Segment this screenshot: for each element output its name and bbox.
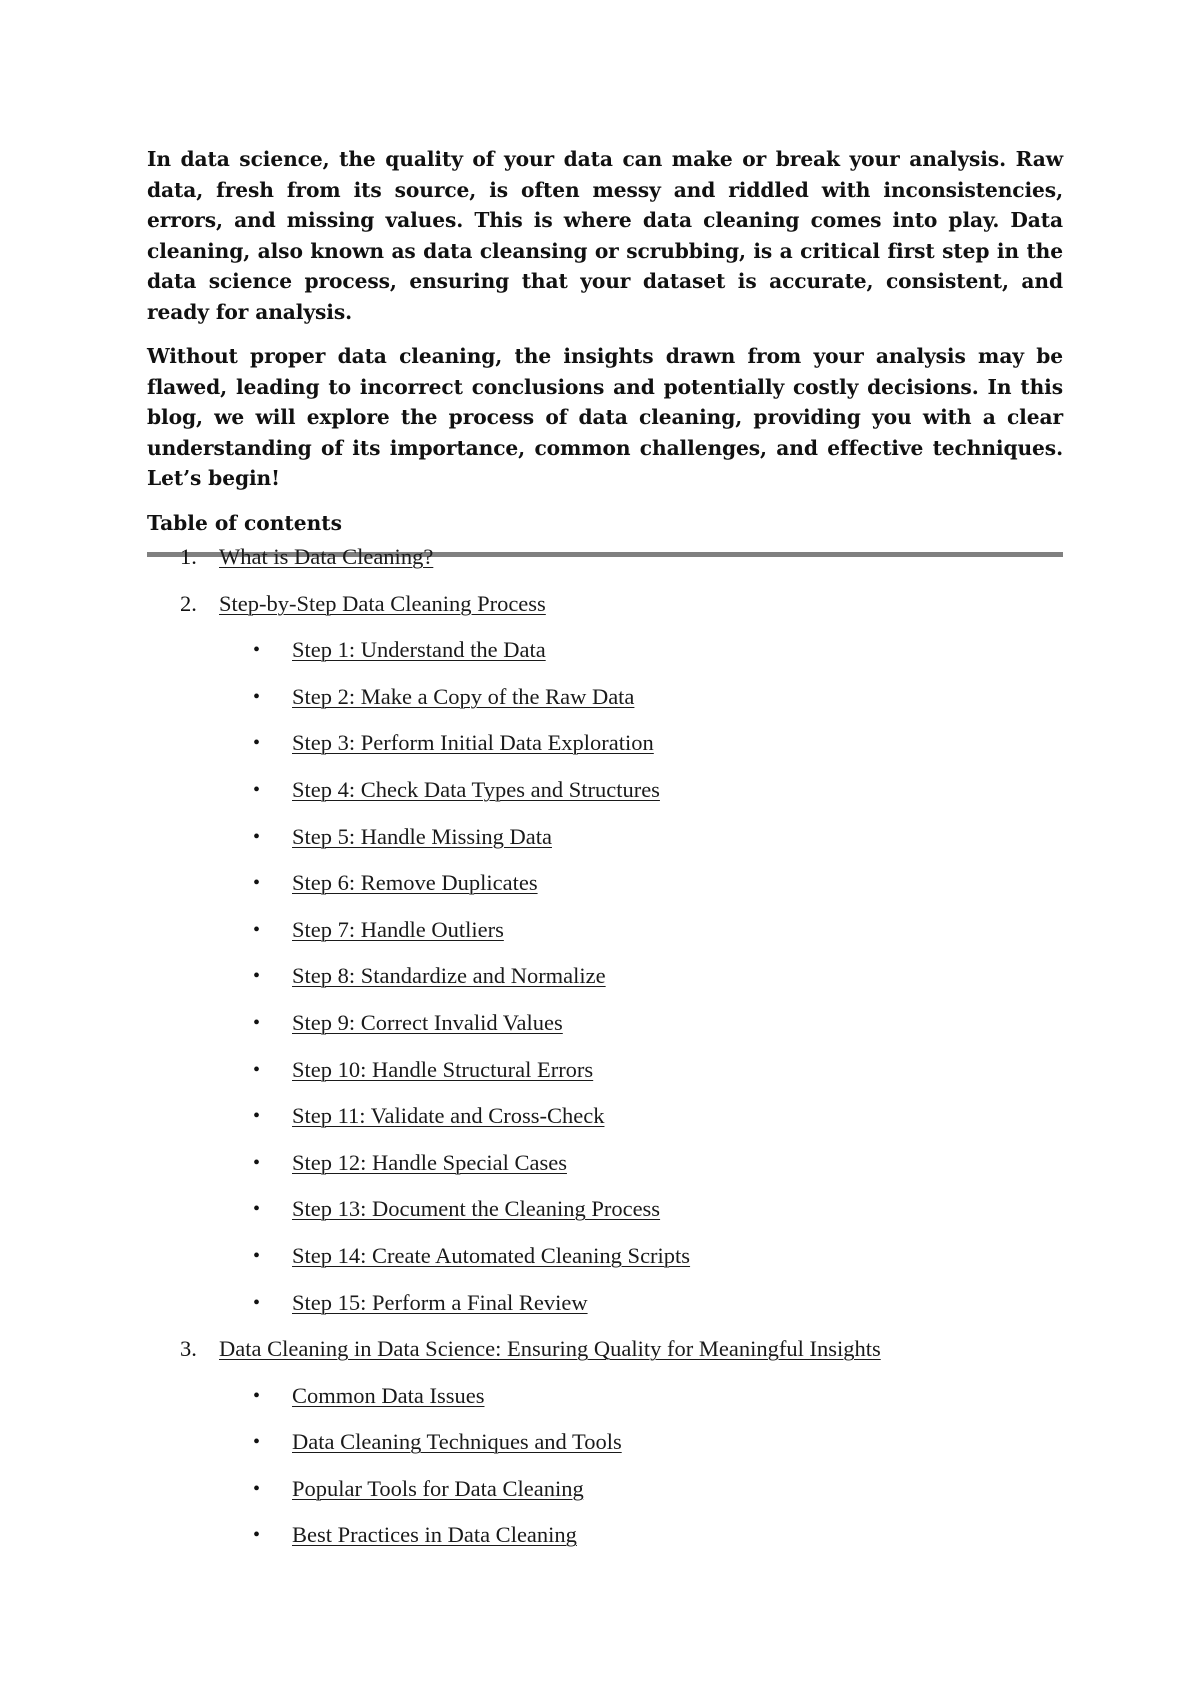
toc-section-item <box>147 542 1063 589</box>
toc-subsection-item <box>147 1241 1063 1288</box>
toc-subsection-item <box>147 1381 1063 1428</box>
toc-heading: Table of contents <box>147 510 342 535</box>
toc-link[interactable]: Step 3: Perform Initial Data Exploration <box>292 730 654 756</box>
toc-subsection-item <box>147 682 1063 729</box>
toc-subsection-item <box>147 775 1063 822</box>
toc-subsection-item <box>147 915 1063 962</box>
toc-subsection-item <box>147 1148 1063 1195</box>
toc-subsection-item <box>147 1008 1063 1055</box>
toc-subsection-item <box>147 1520 1063 1567</box>
table-of-contents <box>147 542 1063 1567</box>
toc-subsection-item <box>147 1474 1063 1521</box>
bullet-icon: • <box>253 639 261 662</box>
bullet-icon: • <box>253 1058 261 1081</box>
bullet-icon: • <box>253 1198 261 1221</box>
toc-link[interactable]: Step 8: Standardize and Normalize <box>292 963 606 989</box>
toc-subsection-item <box>147 822 1063 869</box>
bullet-icon: • <box>253 1384 261 1407</box>
bullet-icon: • <box>253 1105 261 1128</box>
toc-link[interactable]: Step 12: Handle Special Cases <box>292 1149 567 1175</box>
toc-link[interactable]: Step-by-Step Data Cleaning Process <box>219 590 546 616</box>
intro-paragraph-1: In data science, the quality of your data can make or break your analysis. Raw data, fresh from its source, is often messy and riddled with inconsistencies, errors, and missing values. This is where data cleaning comes into play. Data cleaning, also known as data cleansing or scrubbing, is a critical first step in the data science process, ensuring that your dataset is accurate, consistent, and ready for analysis. <box>147 147 1063 324</box>
toc-link[interactable]: Step 4: Check Data Types and Structures <box>292 776 660 802</box>
toc-subsection-item <box>147 868 1063 915</box>
toc-link[interactable]: Step 11: Validate and Cross-Check <box>292 1103 605 1129</box>
bullet-icon: • <box>253 825 261 848</box>
toc-link[interactable]: Data Cleaning Techniques and Tools <box>292 1429 622 1455</box>
toc-subsection-item <box>147 1101 1063 1148</box>
toc-number: 2. <box>180 590 197 616</box>
toc-link[interactable]: Data Cleaning in Data Science: Ensuring Quality for Meaningful Insights <box>219 1336 881 1362</box>
toc-section-item <box>147 589 1063 636</box>
toc-link[interactable]: Step 5: Handle Missing Data <box>292 823 552 849</box>
toc-link[interactable]: Common Data Issues <box>292 1382 485 1408</box>
toc-link[interactable]: Popular Tools for Data Cleaning <box>292 1475 584 1501</box>
toc-link[interactable]: What is Data Cleaning? <box>219 544 434 569</box>
toc-link[interactable]: Step 13: Document the Cleaning Process <box>292 1196 661 1222</box>
bullet-icon: • <box>253 918 261 941</box>
bullet-icon: • <box>253 685 261 708</box>
toc-section-item <box>147 1334 1063 1381</box>
intro-paragraph-2: Without proper data cleaning, the insights drawn from your analysis may be flawed, leading to incorrect conclusions and potentially costly decisions. In this blog, we will explore the process of data cleaning, providing you with a clear understanding of its importance, common challenges, and effective techniques. Let’s begin! <box>147 344 1063 490</box>
toc-link[interactable]: Step 10: Handle Structural Errors <box>292 1056 594 1082</box>
toc-number: 1. <box>180 544 197 569</box>
bullet-icon: • <box>253 965 261 988</box>
toc-subsection-item <box>147 1055 1063 1102</box>
bullet-icon: • <box>253 1244 261 1267</box>
bullet-icon: • <box>253 1011 261 1034</box>
toc-link[interactable]: Step 14: Create Automated Cleaning Scripts <box>292 1242 691 1268</box>
toc-link[interactable]: Step 7: Handle Outliers <box>292 916 504 942</box>
toc-subsection-item <box>147 1427 1063 1474</box>
toc-link[interactable]: Step 6: Remove Duplicates <box>292 870 538 896</box>
bullet-icon: • <box>253 1431 261 1454</box>
page-content <box>147 144 1063 1548</box>
toc-link[interactable]: Step 2: Make a Copy of the Raw Data <box>292 683 635 709</box>
toc-number: 3. <box>180 1336 197 1362</box>
toc-link[interactable]: Best Practices in Data Cleaning <box>292 1522 577 1548</box>
bullet-icon: • <box>253 732 261 755</box>
bullet-icon: • <box>253 872 261 895</box>
toc-subsection-item <box>147 1288 1063 1335</box>
bullet-icon: • <box>253 1524 261 1547</box>
toc-subsection-item <box>147 728 1063 775</box>
toc-subsection-item <box>147 1194 1063 1241</box>
bullet-icon: • <box>253 1477 261 1500</box>
toc-link[interactable]: Step 15: Perform a Final Review <box>292 1289 588 1315</box>
toc-subsection-item <box>147 961 1063 1008</box>
bullet-icon: • <box>253 1151 261 1174</box>
toc-subsection-item <box>147 635 1063 682</box>
toc-link[interactable]: Step 9: Correct Invalid Values <box>292 1009 563 1035</box>
bullet-icon: • <box>253 1291 261 1314</box>
toc-link[interactable]: Step 1: Understand the Data <box>292 637 546 663</box>
bullet-icon: • <box>253 778 261 801</box>
